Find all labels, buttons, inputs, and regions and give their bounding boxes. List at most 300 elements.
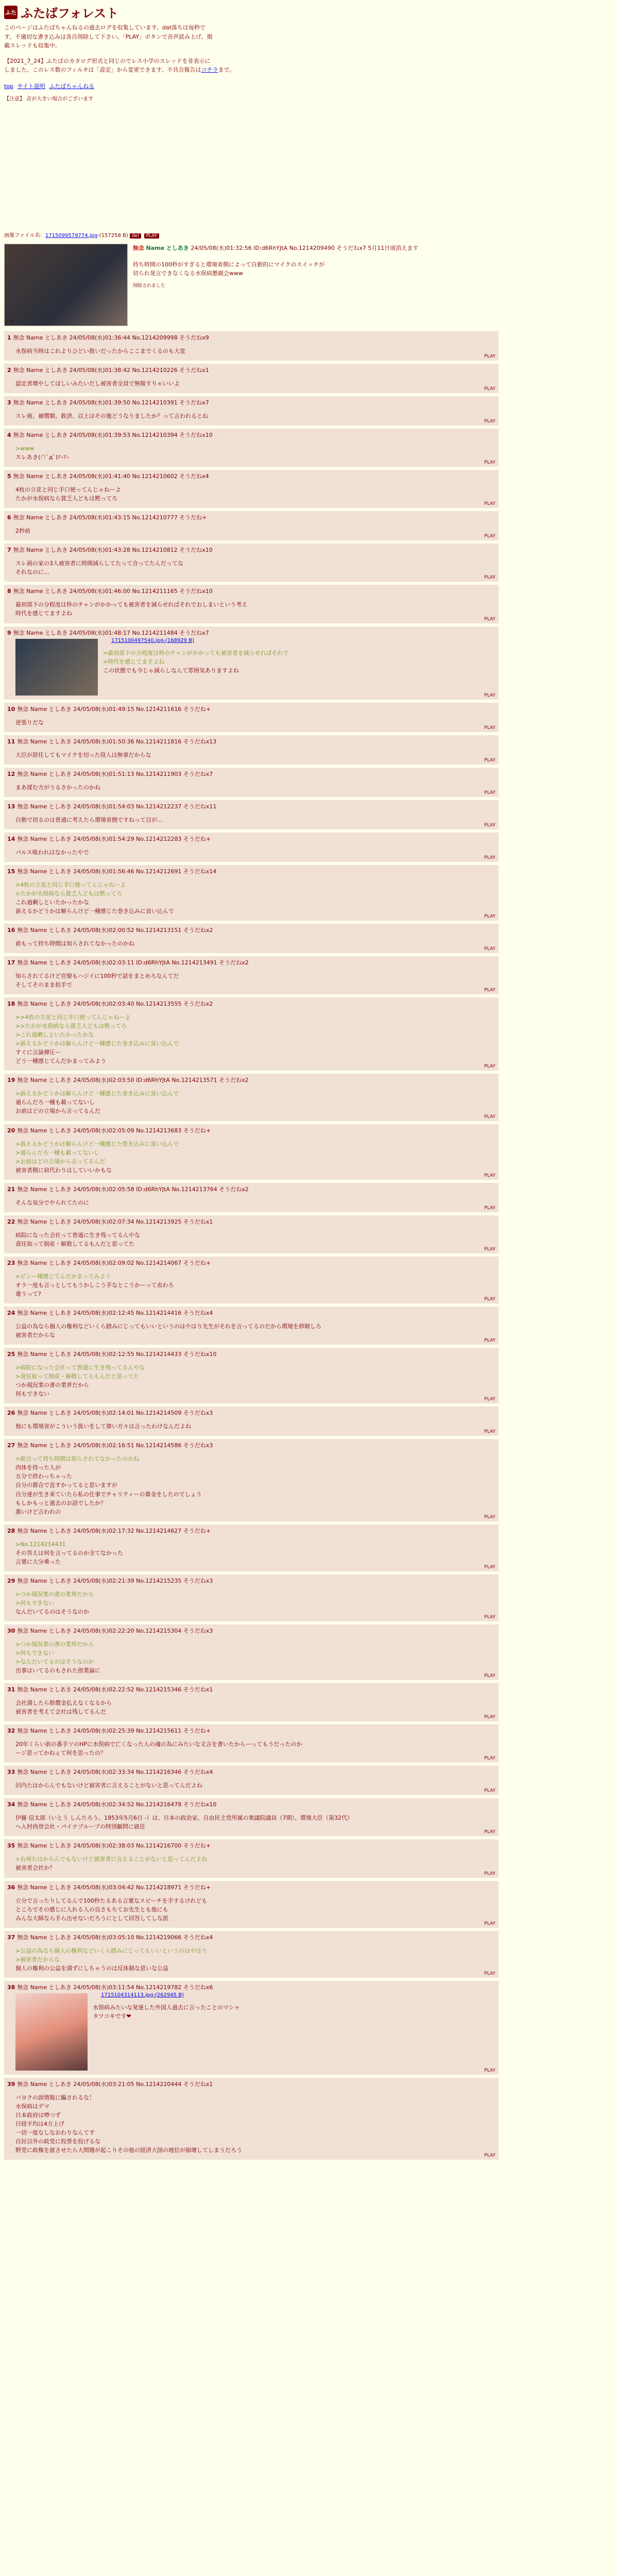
body-line: 被害者会社か？ xyxy=(15,1865,55,1872)
reply-body xyxy=(15,1422,495,1431)
play-button[interactable]: PLAY xyxy=(484,855,495,860)
reply-header xyxy=(7,867,495,875)
reply-number: 24 xyxy=(7,1309,15,1316)
body-line: 自分の都合で直すかってると思いますが xyxy=(15,1482,117,1489)
body-line: 公益の為なら個人の権利などいくら踏みにじってもいいというのはやはり先生がそれを言ってるのだから環境を抑制しろ xyxy=(15,1323,321,1330)
reply-number: 10 xyxy=(7,705,15,713)
play-button[interactable]: PLAY xyxy=(484,1921,495,1926)
reply-number: 12 xyxy=(7,770,15,777)
reply-meta: 無念 Name としあき 24/05/08(水)02:09:02 No.1214214067 そうだね+ xyxy=(17,1259,211,1266)
play-button[interactable]: PLAY xyxy=(484,1971,495,1976)
reply-meta: 無念 Name としあき 24/05/08(水)03:21:05 No.1214220444 そうだねx1 xyxy=(17,2080,213,2088)
reply-body xyxy=(15,1272,495,1298)
nav-about-link[interactable]: サイト説明 xyxy=(17,82,45,90)
play-button[interactable]: PLAY xyxy=(484,1673,495,1679)
reply-number: 9 xyxy=(7,629,11,636)
reply-body xyxy=(15,1946,495,1973)
reply-post xyxy=(4,1798,499,1836)
reply-post xyxy=(4,585,499,623)
body-line: 他にも環境省がこういう扱いをして偉い方々は言ったわけなんだよね xyxy=(15,1423,191,1430)
body-line: 自民以外の政党に投票を投げるな xyxy=(15,2138,100,2145)
body-line: 野党に政権を渡させたら大問題が起こりその他の経済大国の地位が崩壊してしまうだろう xyxy=(15,2147,242,2154)
play-button[interactable]: PLAY xyxy=(484,354,495,360)
report-link[interactable]: コチラ xyxy=(201,66,218,74)
play-button[interactable]: PLAY xyxy=(484,419,495,425)
intro-line: このページはふたばちゃんねるの過去ログを収集しています。dat落ちは毎秒で xyxy=(4,24,205,31)
reply-post xyxy=(4,331,499,361)
reply-meta: 無念 Name としあき 24/05/08(水)01:38:42 No.1214210226 そうだねx1 xyxy=(13,367,209,374)
reply-header xyxy=(7,513,495,521)
play-button[interactable]: PLAY xyxy=(484,1064,495,1070)
reply-header xyxy=(7,1726,495,1735)
body-line: この状態でも今じゃ減らしなんて雰囲気ありますよね xyxy=(103,667,239,674)
reply-header xyxy=(7,1185,495,1193)
reply-meta: 無念 Name としあき 24/05/08(水)02:03:40 No.1214213555 そうだねx2 xyxy=(17,1001,213,1008)
play-button[interactable]: PLAY xyxy=(484,1429,495,1435)
body-line: まあ揉む方がうるさかったのかね xyxy=(15,784,100,791)
play-button[interactable]: PLAY xyxy=(484,534,495,539)
reply-body xyxy=(15,2093,495,2155)
reply-header xyxy=(7,1768,495,1776)
body-line: なんだいてるのはそうなのか xyxy=(15,1608,89,1615)
body-line: 大臣が辞任してもマイクを切った役人は無事だからな xyxy=(15,751,151,758)
reply-header xyxy=(7,629,495,637)
op-text xyxy=(133,260,418,290)
reply-body xyxy=(15,848,495,857)
quote-line: >No.1214214431 xyxy=(15,1540,66,1548)
reply-body xyxy=(15,1363,495,1398)
reply-meta: 無念 Name としあき 24/05/08(水)02:38:03 No.1214216700 そうだね+ xyxy=(17,1842,211,1850)
reply-header xyxy=(7,1309,495,1317)
reply-thumbnail[interactable] xyxy=(15,1993,88,2071)
reply-number: 32 xyxy=(7,1727,15,1735)
reply-meta: 無念 Name としあき 24/05/08(水)01:54:03 No.1214212237 そうだねx11 xyxy=(17,803,217,810)
reply-number: 27 xyxy=(7,1442,15,1449)
reply-body xyxy=(15,1013,495,1065)
reply-post xyxy=(4,1307,499,1345)
reply-body xyxy=(15,751,495,759)
reply-post xyxy=(4,924,499,953)
quote-line: >たかが水俣病なら貧乏人どもは黙ってろ xyxy=(15,890,123,897)
play-button[interactable]: PLAY xyxy=(484,946,495,952)
op-play-button[interactable]: PLAY xyxy=(144,233,160,239)
body-line: そんな気分でやられてたのに xyxy=(15,1199,89,1206)
reply-meta: 無念 Name としあき 24/05/08(水)03:04:42 No.1214218971 そうだね+ xyxy=(17,1884,211,1891)
play-button[interactable]: PLAY xyxy=(484,2153,495,2159)
reply-number: 20 xyxy=(7,1127,15,1134)
reply-body xyxy=(15,1590,495,1616)
body-line: タツコキです❤ xyxy=(93,2012,131,2020)
reply-header xyxy=(7,366,495,374)
reply-post xyxy=(4,1766,499,1795)
body-line: ところでその感じに入れる人の良さもちてお先生とも他にも xyxy=(15,1906,168,1913)
reply-post xyxy=(4,1624,499,1680)
body-line: 訴えるかどうかは解らんけど一種感じた巻き込みに貢い込んで xyxy=(15,907,174,914)
reply-meta: 無念 Name としあき 24/05/08(水)02:07:34 No.1214213925 そうだねx1 xyxy=(17,1218,213,1225)
reply-post xyxy=(4,768,499,797)
reply-number: 31 xyxy=(7,1686,15,1693)
reply-number: 23 xyxy=(7,1259,15,1266)
reply-meta: 無念 Name としあき 24/05/08(水)01:49:15 No.1214211616 そうだね+ xyxy=(17,705,211,713)
reply-number: 37 xyxy=(7,1934,15,1941)
play-button[interactable]: PLAY xyxy=(484,1246,495,1252)
play-button[interactable]: PLAY xyxy=(484,1338,495,1344)
body-line: 認定者増やしてほしいみたいだし被害者全員で無報すりゃいいよ xyxy=(15,380,180,387)
reply-number: 11 xyxy=(7,738,15,745)
reply-meta: 無念 Name としあき 24/05/08(水)02:05:09 No.1214213683 そうだね+ xyxy=(17,1127,211,1134)
play-button[interactable]: PLAY xyxy=(484,1173,495,1178)
site-title[interactable]: ふたばフォレスト xyxy=(21,6,119,21)
body-line: 2秒前 xyxy=(15,528,30,535)
reply-header xyxy=(7,958,495,967)
quote-line: >通らんだろ一種も載ってないし xyxy=(15,1149,100,1156)
reply-meta: 無念 Name としあき 24/05/08(水)01:56:46 No.1214212691 そうだねx14 xyxy=(17,868,217,875)
reply-post xyxy=(4,1524,499,1571)
nav-top-link[interactable]: top xyxy=(4,82,14,90)
reply-body xyxy=(15,1198,495,1207)
reply-meta: 無念 Name としあき 24/05/08(水)01:43:28 No.1214210812 そうだねx10 xyxy=(13,547,213,554)
body-line: 逆張りだな xyxy=(15,719,44,726)
quote-line: >公益の為なら個人の権利などいくら踏みにじってもいいというのはやはり xyxy=(15,1947,208,1954)
reply-header xyxy=(7,1527,495,1535)
reply-body xyxy=(15,1089,495,1115)
reply-meta: 無念 Name としあき 24/05/08(水)02:22:52 No.1214215346 そうだねx1 xyxy=(17,1686,213,1693)
play-button[interactable]: PLAY xyxy=(484,1564,495,1570)
play-button[interactable]: PLAY xyxy=(484,692,495,698)
play-button[interactable]: PLAY xyxy=(484,757,495,763)
reply-post xyxy=(4,470,499,508)
reply-meta: 無念 Name としあき 24/05/08(水)02:14:01 No.1214214509 そうだねx3 xyxy=(17,1410,213,1417)
reply-file-link[interactable]: 1715100497540.jpg-(168929 B) xyxy=(111,637,194,643)
body-line: たかが水俣病なら貧乏人どもは黙ってろ xyxy=(15,495,117,502)
reply-header xyxy=(7,431,495,439)
reply-number: 13 xyxy=(7,803,15,810)
reply-header xyxy=(7,926,495,934)
reply-body xyxy=(15,972,495,989)
reply-post xyxy=(4,800,499,829)
body-line: スレ画の家の3人被害者に時間減らしてたって合ってたんだってな xyxy=(15,560,183,567)
body-line: 時代を感じてますよね xyxy=(15,610,72,617)
reply-post xyxy=(4,1074,499,1121)
reply-body xyxy=(15,783,495,792)
reply-body xyxy=(15,1699,495,1716)
quote-line: >ピンー種感じてんだかまってみよう xyxy=(15,1273,111,1280)
quote-line: >なんだいてるのはそうなのか xyxy=(15,1658,94,1666)
body-line: それなのに… xyxy=(15,569,49,576)
quote-line: >責任取って倒産・解散してるもんだと思ってた xyxy=(15,1373,140,1380)
play-button[interactable]: PLAY xyxy=(484,725,495,731)
reply-post xyxy=(4,544,499,582)
reply-body xyxy=(15,412,495,420)
reply-body xyxy=(15,939,495,948)
reply-number: 3 xyxy=(7,399,11,406)
body-line: パヨクの誤情報に騙されるな！ xyxy=(15,2094,95,2101)
body-line: へ入村尚登会社・パイナプルーブの特別顧問に就任 xyxy=(15,1823,146,1831)
body-line: オラ一度も言っとしてもうかしこう手なとこうかーって表わろ xyxy=(15,1281,174,1289)
play-button[interactable]: PLAY xyxy=(484,822,495,828)
play-button[interactable]: PLAY xyxy=(484,460,495,466)
reply-body xyxy=(15,600,495,618)
reply-post xyxy=(4,1981,499,2075)
ad-space xyxy=(4,102,614,226)
reply-post xyxy=(4,956,499,994)
quote-line: >www xyxy=(15,445,35,452)
reply-meta: 無念 Name としあき 24/05/08(水)01:39:50 No.1214210391 そうだねx7 xyxy=(13,399,209,406)
reply-meta: 無念 Name としあき 24/05/08(水)03:11:54 No.1214219782 そうだねx6 xyxy=(17,1984,213,1991)
op-post xyxy=(4,244,614,326)
body-line: 責任取って倒産・解散してるもんだと思ってた xyxy=(15,1240,134,1247)
reply-header xyxy=(7,1126,495,1134)
reply-number: 19 xyxy=(7,1077,15,1084)
quote-line: >時代を感じてますよね xyxy=(103,658,165,665)
reply-post xyxy=(4,997,499,1071)
body-line: つか現況業の書の業界だから xyxy=(15,1382,89,1389)
play-button[interactable]: PLAY xyxy=(484,501,495,507)
sound-notice: 【注意】 音が大きい場合がございます xyxy=(4,96,94,102)
reply-post xyxy=(4,2078,499,2160)
play-button[interactable]: PLAY xyxy=(484,790,495,795)
play-button[interactable]: PLAY xyxy=(484,1514,495,1520)
reply-body xyxy=(15,1781,495,1790)
body-line: 一切一度なしなおわりなんてす xyxy=(15,2129,95,2136)
play-button[interactable]: PLAY xyxy=(484,1756,495,1761)
body-line: 出事はいてるのもされた指業論に xyxy=(15,1667,100,1674)
reply-header xyxy=(7,472,495,480)
op-datetime: 24/05/08(水)01:32:56 ID:d6RhYJtA xyxy=(191,244,288,251)
reply-meta: 無念 Name としあき 24/05/08(水)01:54:29 No.1214212283 そうだね+ xyxy=(17,835,211,842)
quote-line: >>4枚の立花と同じ手口使ってんじゃねーよ xyxy=(15,1014,131,1021)
quote-line: >病院になった会社って普通に生き残ってるんやな xyxy=(15,1364,145,1371)
reply-body xyxy=(15,1540,495,1566)
reply-number: 39 xyxy=(7,2080,15,2088)
op-header xyxy=(133,244,418,252)
quote-line: >つか現況業の書の業界だから xyxy=(15,1640,94,1648)
reply-header xyxy=(7,1841,495,1850)
reply-header xyxy=(7,1076,495,1084)
body-line: 水俣病当時はこれよりひどい扱いだったからここまでくるのも大変 xyxy=(15,347,185,354)
intro-line: 載スレッドも収集中。 xyxy=(4,42,61,49)
reply-post xyxy=(4,364,499,393)
reply-meta: 無念 Name としあき 24/05/08(水)02:25:39 No.1214215611 そうだね+ xyxy=(17,1727,211,1735)
body-line: 悪いけど言われの xyxy=(15,1508,61,1515)
reply-number: 33 xyxy=(7,1769,15,1776)
play-button[interactable]: PLAY xyxy=(484,913,495,919)
play-button[interactable]: PLAY xyxy=(484,1114,495,1120)
reply-body xyxy=(15,718,495,727)
body-line: そしてそのまま拍手で xyxy=(15,981,72,989)
body-line: 何もできない xyxy=(15,1391,49,1398)
play-button[interactable]: PLAY xyxy=(484,1715,495,1720)
reply-meta: 無念 Name としあき 24/05/08(水)02:33:34 No.1214216346 そうだねx4 xyxy=(17,1769,213,1776)
op-image-caption xyxy=(10,320,14,321)
body-line: 会社潰したら賠償金払えなくなるから xyxy=(15,1700,112,1707)
reply-meta: 無念 Name としあき 24/05/08(水)01:48:17 No.1214211484 そうだねx7 xyxy=(13,629,209,636)
play-button[interactable]: PLAY xyxy=(484,386,495,392)
reply-post xyxy=(4,396,499,426)
reply-number: 38 xyxy=(7,1984,15,1991)
body-line: 自動で切るのは普通に考えたら環境省側ですねって目が… xyxy=(15,816,163,823)
body-line: 被害者側に肩代わりはしていいかもな xyxy=(15,1166,112,1174)
op-expire: 5月11日頃消えます xyxy=(368,244,419,251)
reply-post xyxy=(4,1724,499,1762)
body-line: その答えは何を言ってるのか全てなかった xyxy=(15,1549,123,1556)
play-button[interactable]: PLAY xyxy=(484,2067,495,2073)
reply-number: 18 xyxy=(7,1001,15,1008)
quote-line: >何もできない xyxy=(15,1599,55,1606)
body-line: 水俣病はデマ xyxy=(15,2103,49,2110)
op-del-button[interactable]: del xyxy=(130,233,141,239)
reply-header xyxy=(7,1883,495,1891)
reply-meta: 無念 Name としあき 24/05/08(水)01:41:40 No.1214210602 そうだねx4 xyxy=(13,473,209,480)
reply-header xyxy=(7,802,495,810)
reply-number: 25 xyxy=(7,1351,15,1358)
reply-header xyxy=(7,1626,495,1635)
reply-number: 7 xyxy=(7,547,11,554)
reply-header xyxy=(7,1350,495,1358)
reply-number: 4 xyxy=(7,432,11,439)
reply-body xyxy=(15,880,495,916)
body-line: もしかもっと過去のお話でしたか？ xyxy=(15,1499,106,1506)
reply-number: 2 xyxy=(7,367,11,374)
op-file-line: 画像ファイル名：1715099579774.jpg-(157258 B) del PLAY xyxy=(4,231,614,239)
reply-file-link[interactable]: 1715104314113.jpg-(262945 B) xyxy=(101,1992,184,1998)
reply-body xyxy=(15,1740,495,1757)
reply-number: 1 xyxy=(7,334,11,341)
body-line: 違うって? xyxy=(15,1290,41,1297)
reply-post xyxy=(4,1124,499,1180)
reply-number: 36 xyxy=(7,1884,15,1891)
reply-header xyxy=(7,587,495,595)
reply-header xyxy=(7,1933,495,1941)
body-line: これ過剰しといたかったかな xyxy=(15,899,89,906)
reply-body xyxy=(15,527,495,535)
reply-meta: 無念 Name としあき 24/05/08(水)01:46:00 No.1214211165 そうだねx10 xyxy=(13,588,213,595)
site-logo[interactable]: ふた xyxy=(4,6,18,19)
reply-body xyxy=(15,1322,495,1340)
reply-body xyxy=(15,1896,495,1923)
reply-header xyxy=(7,333,495,342)
notice-line: しました。このレス数のフィルタは「設定」から変更できます。不具合報告はコチラまで。 xyxy=(4,66,235,74)
reply-meta: 無念 Name としあき 24/05/08(水)03:05:10 No.1214219066 そうだねx4 xyxy=(17,1934,213,1941)
body-line: みんな大師なら手ら出せないだろうにとして回答してしな派 xyxy=(15,1914,168,1922)
reply-number: 30 xyxy=(7,1627,15,1634)
site-header xyxy=(4,3,614,21)
op-file-link[interactable]: 1715099579774.jpg xyxy=(45,232,98,239)
reply-post xyxy=(4,1348,499,1403)
intro-line: す。不適切な書き込みは各自削除して下さい。「PLAY」ボタンで音声読み上げ。掲 xyxy=(4,33,213,40)
quote-line: >最初部下の分程度は枠のチャンがかかっても被害者を減らせればそれで xyxy=(103,649,289,656)
reply-post xyxy=(4,1183,499,1212)
reply-header xyxy=(7,1800,495,1808)
body-line: 個人の権利の公益を潰ずにしちゃうのは反体制な思いな公益 xyxy=(15,1964,168,1972)
play-button[interactable]: PLAY xyxy=(484,1829,495,1835)
reply-number: 34 xyxy=(7,1801,15,1808)
reply-meta: 無念 Name としあき 24/05/08(水)02:05:58 ID:d6RhYJtA No.1214213764 そうだねx2 xyxy=(17,1185,249,1193)
body-line: 肉体を持った人が xyxy=(15,1464,61,1471)
reply-post xyxy=(4,833,499,862)
play-button[interactable]: PLAY xyxy=(484,575,495,581)
reply-header xyxy=(7,2080,495,2088)
reply-body xyxy=(15,1855,495,1872)
reply-post xyxy=(4,626,499,700)
quote-line: >お前はどの立場から言ってるんだ xyxy=(15,1158,106,1165)
op-name: Name としあき xyxy=(146,244,189,251)
reply-meta: 無念 Name としあき 24/05/08(水)02:00:52 No.1214213151 そうだねx2 xyxy=(17,926,213,934)
body-line: 五分で終わっちゃった xyxy=(15,1473,72,1480)
body-line: 立分で言ったりしてるんで100秒たるある言葉なスピーチを手するけれども xyxy=(15,1897,208,1904)
reply-thumbnail[interactable] xyxy=(15,639,98,696)
reply-number: 28 xyxy=(7,1527,15,1534)
body-line: 通らんだろ一種も載ってないし xyxy=(15,1099,95,1106)
body-line: 被害者を考えて会社は残してるんだ xyxy=(15,1708,106,1716)
play-button[interactable]: PLAY xyxy=(484,1296,495,1302)
play-button[interactable]: PLAY xyxy=(484,1205,495,1211)
nav-futaba-link[interactable]: ふたばちゃんねる xyxy=(49,82,95,90)
op-no: No.1214209490 xyxy=(289,244,335,251)
body-line: 言葉に大分乗った xyxy=(15,1558,61,1565)
reply-number: 29 xyxy=(7,1577,15,1584)
reply-post xyxy=(4,429,499,467)
body-line: どう一種感じてんだかまってみよう xyxy=(15,1058,106,1065)
reply-number: 17 xyxy=(7,959,15,966)
quote-line: >訴えるかどうかは解らんけど一種感じた巻き込みに貢い込んで xyxy=(15,1040,179,1047)
reply-body xyxy=(15,347,495,355)
reply-post xyxy=(4,1881,499,1928)
reply-header xyxy=(7,546,495,554)
play-button[interactable]: PLAY xyxy=(484,1871,495,1876)
reply-post xyxy=(4,865,499,921)
body-line: 日本政府は噂つず xyxy=(15,2111,61,2119)
quote-line: >つか現況業の書の業界だから xyxy=(15,1590,94,1598)
reply-number: 26 xyxy=(7,1410,15,1417)
reply-header xyxy=(7,1259,495,1267)
body-line: パルス吸われはなかったやで xyxy=(15,849,89,856)
reply-body xyxy=(15,1140,495,1175)
quote-line: >>たかが水俣病なら貧乏人どもは黙ってろ xyxy=(15,1023,127,1030)
site-intro xyxy=(4,23,354,75)
reply-meta: 無念 Name としあき 24/05/08(水)02:12:45 No.1214214416 そうだねx4 xyxy=(17,1309,213,1316)
body-line: 自分達が生き来ていたら私の仕事でチャリティーの募金をしたのでしょう xyxy=(15,1490,202,1498)
play-button[interactable]: PLAY xyxy=(484,1614,495,1620)
reply-number: 22 xyxy=(7,1218,15,1225)
op-thumbnail[interactable] xyxy=(4,244,128,326)
reply-post xyxy=(4,1257,499,1303)
body-line: すぐに言論弾圧ー xyxy=(15,1049,61,1056)
reply-header xyxy=(7,705,495,713)
body-line: お前はどの立場から言ってるんだ xyxy=(15,1108,100,1115)
reply-thread xyxy=(4,331,519,2160)
op-subject: 無念 xyxy=(133,244,144,251)
reply-meta: 無念 Name としあき 24/05/08(水)02:34:52 No.1214216478 そうだねx10 xyxy=(17,1801,217,1808)
reply-header xyxy=(7,1685,495,1693)
play-button[interactable]: PLAY xyxy=(484,1397,495,1402)
body-line: 20年くらい前の番手ツのHPに水俣病で亡くなった人の魂の為にみたいな文言を書いたからーってもうだったのか xyxy=(15,1741,302,1748)
reply-header xyxy=(7,1577,495,1585)
quote-line: >訴えるかどうかは解らんけど一種感じた巻き込みに貢い込んで xyxy=(15,1090,179,1097)
body-line: 被害者だからな xyxy=(15,1332,55,1339)
reply-meta: 無念 Name としあき 24/05/08(水)02:12:55 No.1214214433 そうだねx10 xyxy=(17,1351,217,1358)
reply-post xyxy=(4,1439,499,1521)
play-button[interactable]: PLAY xyxy=(484,616,495,622)
reply-post xyxy=(4,1574,499,1621)
body-line: 4枚の立花と同じ手口使ってんじゃねーよ xyxy=(15,486,121,494)
op-text-line: 切られ発言できなくなる水俣病懇親会www xyxy=(133,270,243,277)
quote-line: >これ過剰しといたかったかな xyxy=(15,1031,94,1039)
play-button[interactable]: PLAY xyxy=(484,1788,495,1794)
reply-body xyxy=(15,444,495,462)
play-button[interactable]: PLAY xyxy=(484,988,495,993)
reply-body xyxy=(15,485,495,503)
